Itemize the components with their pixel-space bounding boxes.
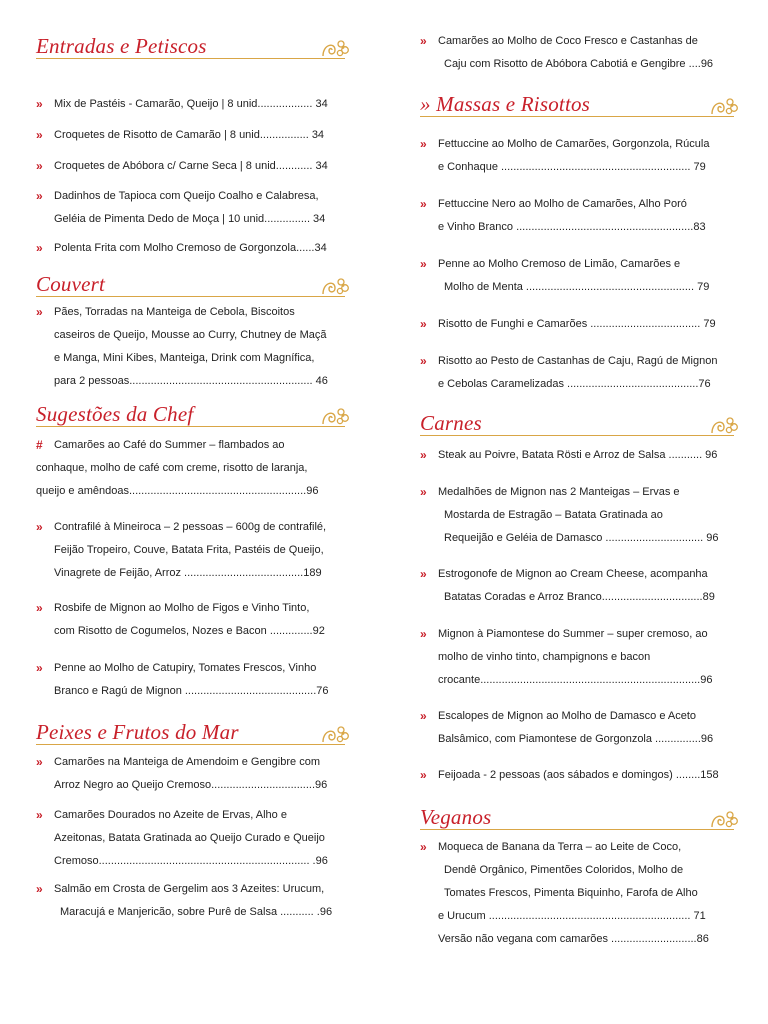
bullet-marker: » xyxy=(36,601,43,615)
item-text: Feijoada - 2 pessoas (aos sábados e domingos) ........158 xyxy=(438,769,719,781)
item-text: Pães, Torradas na Manteiga de Cebola, Biscoitos xyxy=(54,306,295,318)
menu-item xyxy=(420,444,740,467)
item-text: e Vinho Branco ..........................................................83 xyxy=(438,221,706,233)
menu-item xyxy=(420,253,740,299)
item-text: Medalhões de Mignon nas 2 Manteigas – Ervas e xyxy=(438,486,680,498)
bullet-marker: » xyxy=(420,257,427,271)
item-text: Polenta Frita com Molho Cremoso de Gorgonzola......34 xyxy=(54,242,327,254)
item-text: crocante........................................................................96 xyxy=(438,674,713,686)
section-title: Veganos xyxy=(420,805,492,829)
item-text: Salmão em Crosta de Gergelim aos 3 Azeites: Urucum, xyxy=(54,883,325,895)
flourish-ornament-icon xyxy=(710,94,740,118)
flourish-ornament-icon xyxy=(710,807,740,831)
item-text: Mix de Pastéis - Camarão, Queijo | 8 unid.................. 34 xyxy=(54,98,328,110)
bullet-marker: » xyxy=(36,520,43,534)
item-text: Branco e Ragú de Mignon ...........................................76 xyxy=(54,685,329,697)
flourish-ornament-icon xyxy=(710,413,740,437)
menu-item xyxy=(420,133,740,179)
bullet-marker: » xyxy=(420,709,427,723)
item-text: Azeitonas, Batata Gratinada ao Queijo Curado e Queijo xyxy=(54,832,325,844)
heading-rule xyxy=(36,744,345,746)
item-text: Geléia de Pimenta Dedo de Moça | 10 unid............... 34 xyxy=(54,213,326,225)
heading-rule xyxy=(420,435,734,437)
flourish-ornament-icon xyxy=(321,722,351,746)
bullet-marker: » xyxy=(36,97,43,111)
item-text: Balsâmico, com Piamontese de Gorgonzola ...............96 xyxy=(438,733,714,745)
bullet-marker: » xyxy=(420,840,427,854)
section-heading-massas xyxy=(420,92,740,122)
item-text: Camarões Dourados no Azeite de Ervas, Alho e xyxy=(54,809,287,821)
menu-item xyxy=(420,481,740,550)
bullet-marker: » xyxy=(36,882,43,896)
bullet-marker: » xyxy=(420,448,427,462)
bullet-marker: » xyxy=(420,354,427,368)
menu-item xyxy=(420,563,740,609)
item-text: molho de vinho tinto, champignons e bacon xyxy=(438,651,651,663)
menu-item xyxy=(36,516,351,585)
bullet-marker: » xyxy=(420,197,427,211)
bullet-marker: » xyxy=(420,485,427,499)
bullet-marker: » xyxy=(420,627,427,641)
item-text: Mignon à Piamontese do Summer – super cremoso, ao xyxy=(438,628,708,640)
item-text: Camarões ao Café do Summer – flambados ao xyxy=(54,439,285,451)
bullet-marker: » xyxy=(420,317,427,331)
heading-rule xyxy=(36,426,345,428)
item-text: Camarões na Manteiga de Amendoim e Gengibre com xyxy=(54,756,320,768)
item-text: Feijão Tropeiro, Couve, Batata Frita, Pastéis de Queijo, xyxy=(54,544,324,556)
item-text: Risotto de Funghi e Camarões .................................... 79 xyxy=(438,318,716,330)
item-text: Arroz Negro ao Queijo Cremoso..................................96 xyxy=(54,779,328,791)
menu-item xyxy=(420,313,740,336)
bullet-marker: » xyxy=(36,661,43,675)
item-text: Versão não vegana com camarões ............................86 xyxy=(438,933,709,945)
item-text: Penne ao Molho de Catupiry, Tomates Frescos, Vinho xyxy=(54,662,317,674)
section-title: » Massas e Risottos xyxy=(420,92,591,116)
menu-item xyxy=(36,804,351,873)
item-text: e Conhaque .............................................................. 79 xyxy=(438,161,706,173)
section-title: Peixes e Frutos do Mar xyxy=(36,720,239,744)
item-text: e Cebolas Caramelizadas ...........................................76 xyxy=(438,378,711,390)
item-text: Escalopes de Mignon ao Molho de Damasco e Aceto xyxy=(438,710,697,722)
bullet-marker: » xyxy=(36,189,43,203)
menu-item xyxy=(420,623,740,692)
section-title: Carnes xyxy=(420,411,482,435)
menu-item xyxy=(36,155,351,178)
section-heading-entradas xyxy=(36,34,351,64)
item-text: Camarões ao Molho de Coco Fresco e Castanhas de xyxy=(438,35,698,47)
menu-item xyxy=(36,434,351,503)
bullet-marker: » xyxy=(36,755,43,769)
item-text: Risotto ao Pesto de Castanhas de Caju, Ragú de Mignon xyxy=(438,355,718,367)
item-text: Contrafilé à Mineiroca – 2 pessoas – 600g de contrafilé, xyxy=(54,521,327,533)
heading-rule xyxy=(36,296,345,298)
item-text: Batatas Coradas e Arroz Branco.................................89 xyxy=(444,591,715,603)
item-text: Cremoso..................................................................... .96 xyxy=(54,855,328,867)
section-heading-veganos xyxy=(420,805,740,835)
section-heading-peixes xyxy=(36,720,351,750)
menu-item xyxy=(420,764,740,787)
bullet-marker: » xyxy=(36,159,43,173)
heading-rule xyxy=(420,116,734,118)
item-text: Moqueca de Banana da Terra – ao Leite de Coco, xyxy=(438,841,682,853)
item-text: queijo e amêndoas..........................................................96 xyxy=(36,485,319,497)
bullet-marker: » xyxy=(36,808,43,822)
item-text: caseiros de Queijo, Mousse ao Curry, Chutney de Maçã xyxy=(54,329,327,341)
menu-item xyxy=(36,93,351,116)
item-text: Molho de Menta ....................................................... 79 xyxy=(444,281,710,293)
item-text: Caju com Risotto de Abóbora Cabotiá e Gengibre ....96 xyxy=(444,58,714,70)
item-text: Fettuccine ao Molho de Camarões, Gorgonzola, Rúcula xyxy=(438,138,710,150)
flourish-ornament-icon xyxy=(321,274,351,298)
bullet-marker: » xyxy=(36,241,43,255)
item-text: Mostarda de Estragão – Batata Gratinada ao xyxy=(444,509,663,521)
heading-rule xyxy=(36,58,345,60)
item-text: Rosbife de Mignon ao Molho de Figos e Vinho Tinto, xyxy=(54,602,310,614)
item-text: Fettuccine Nero ao Molho de Camarões, Alho Poró xyxy=(438,198,687,210)
bullet-marker: » xyxy=(420,768,427,782)
menu-item xyxy=(36,301,351,393)
item-text: Maracujá e Manjericão, sobre Purê de Salsa ........... .96 xyxy=(60,906,333,918)
section-title: Sugestões da Chef xyxy=(36,402,194,426)
item-text: para 2 pessoas............................................................ 46 xyxy=(54,375,328,387)
menu-item xyxy=(420,836,740,951)
hash-marker: # xyxy=(36,438,43,452)
item-text: Steak au Poivre, Batata Rösti e Arroz de Salsa ........... 96 xyxy=(438,449,718,461)
bullet-marker: » xyxy=(36,128,43,142)
menu-item xyxy=(36,237,351,260)
item-text: Requeijão e Geléia de Damasco ................................ 96 xyxy=(444,532,719,544)
item-text: Dendê Orgânico, Pimentões Coloridos, Molho de xyxy=(444,864,684,876)
item-text: com Risotto de Cogumelos, Nozes e Bacon ..............92 xyxy=(54,625,325,637)
section-heading-sugestoes xyxy=(36,402,351,432)
item-text: Penne ao Molho Cremoso de Limão, Camarões e xyxy=(438,258,681,270)
menu-item xyxy=(36,597,351,643)
item-text: conhaque, molho de café com creme, risotto de laranja, xyxy=(36,462,308,474)
item-text: e Manga, Mini Kibes, Manteiga, Drink com Magnífica, xyxy=(54,352,315,364)
menu-item xyxy=(36,878,351,924)
menu-item xyxy=(420,30,740,76)
menu-item xyxy=(36,124,351,147)
item-text: Tomates Frescos, Pimenta Biquinho, Farofa de Alho xyxy=(444,887,698,899)
section-title: Entradas e Petiscos xyxy=(36,34,207,58)
menu-item xyxy=(36,185,351,231)
section-title: Couvert xyxy=(36,272,106,296)
item-text: Croquetes de Risotto de Camarão | 8 unid................ 34 xyxy=(54,129,325,141)
flourish-ornament-icon xyxy=(321,404,351,428)
item-text: e Urucum .................................................................. 71 xyxy=(438,910,706,922)
item-text: Dadinhos de Tapioca com Queijo Coalho e Calabresa, xyxy=(54,190,319,202)
bullet-marker: » xyxy=(420,567,427,581)
item-text: Vinagrete de Feijão, Arroz .......................................189 xyxy=(54,567,322,579)
flourish-ornament-icon xyxy=(321,36,351,60)
menu-item xyxy=(36,657,351,703)
menu-item xyxy=(420,705,740,751)
bullet-marker: » xyxy=(420,34,427,48)
item-text: Croquetes de Abóbora c/ Carne Seca | 8 unid............ 34 xyxy=(54,160,328,172)
bullet-marker: » xyxy=(420,137,427,151)
section-heading-carnes xyxy=(420,411,740,441)
menu-item xyxy=(36,751,351,797)
heading-rule xyxy=(420,829,734,831)
section-heading-couvert xyxy=(36,272,351,302)
item-text: Estrogonofe de Mignon ao Cream Cheese, acompanha xyxy=(438,568,708,580)
menu-item xyxy=(420,193,740,239)
bullet-marker: » xyxy=(36,305,43,319)
menu-item xyxy=(420,350,740,396)
